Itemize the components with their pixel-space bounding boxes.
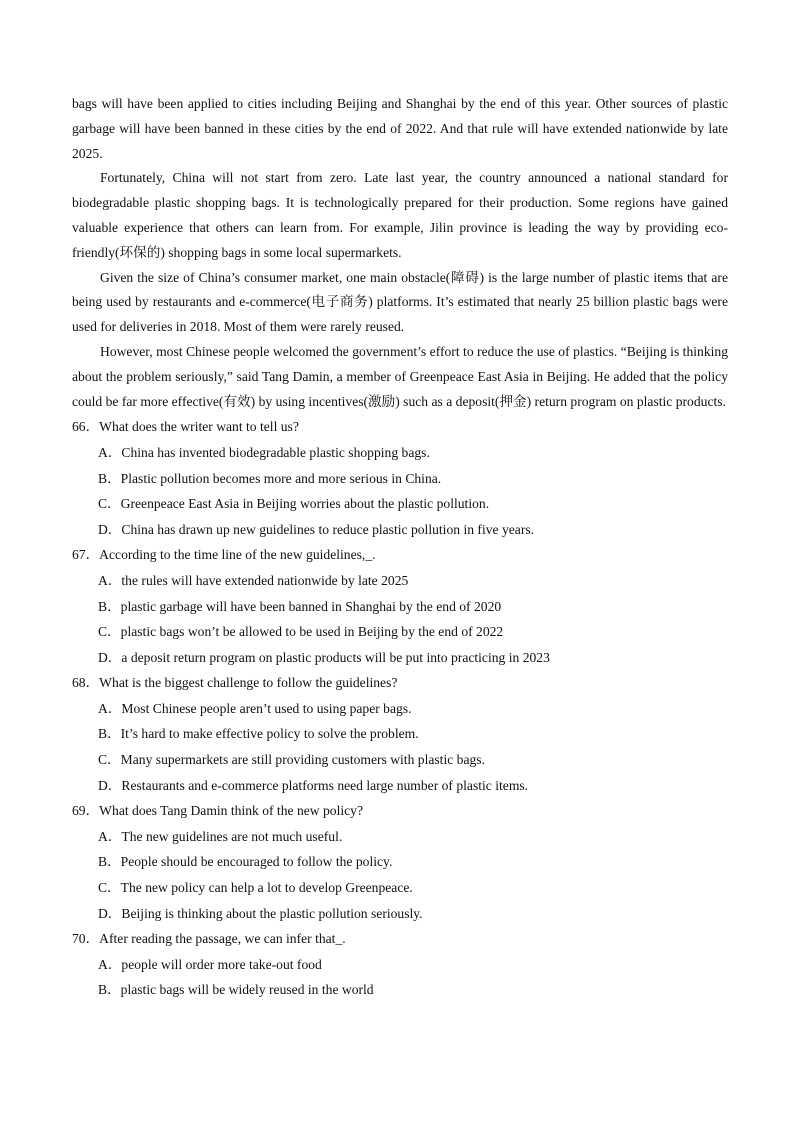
answer-option[interactable]: A．the rules will have extended nationwide by late 2025 [98,572,409,588]
passage-paragraph: However, most Chinese people welcomed the government’s effort to reduce the use of plastics. “Beijing is thinking about the problem seriously,” said Tang Damin, a member of Greenpeace East Asia in Beijing. He added that the policy could be far more effective(有效) by using incentives(激励) such as a deposit(押金) return program on plastic products. [72,343,728,409]
question-67 [72,542,728,670]
answer-option[interactable]: D．Restaurants and e-commerce platforms need large number of plastic items. [98,777,529,793]
question-68 [72,670,728,798]
question-stem: 66．What does the writer want to tell us? [72,419,299,435]
answer-option[interactable]: A．China has invented biodegradable plastic shopping bags. [98,444,430,460]
passage-paragraph: bags will have been applied to cities including Beijing and Shanghai by the end of this year. Other sources of plastic garbage will have been banned in these cities by the end of 2022. And that rule will have extended nationwide by late 2025. [72,96,728,161]
question-stem: 68．What is the biggest challenge to follow the guidelines? [72,675,398,691]
answer-option[interactable]: C．plastic bags won’t be allowed to be used in Beijing by the end of 2022 [98,624,504,640]
question-stem: 69．What does Tang Damin think of the new policy? [72,803,363,819]
answer-option[interactable]: B．People should be encouraged to follow the policy. [98,854,393,870]
question-69 [72,798,728,926]
answer-option[interactable]: A．people will order more take-out food [98,956,322,972]
answer-option[interactable]: B．It’s hard to make effective policy to solve the problem. [98,726,419,742]
question-66 [72,414,728,542]
passage-paragraph: Fortunately, China will not start from zero. Late last year, the country announced a national standard for biodegradable plastic shopping bags. It is technologically prepared for their production. Some regions have gained valuable experience that others can learn from. For example, Jilin province is leading the way by providing eco-friendly(环保的) shopping bags in some local supermarkets. [72,170,728,260]
answer-option[interactable]: C．The new policy can help a lot to develop Greenpeace. [98,880,413,896]
answer-option[interactable]: B．plastic garbage will have been banned in Shanghai by the end of 2020 [98,598,502,614]
answer-option[interactable]: D．Beijing is thinking about the plastic pollution seriously. [98,905,423,921]
answer-option[interactable]: C．Many supermarkets are still providing customers with plastic bags. [98,752,485,768]
passage-paragraph: Given the size of China’s consumer market, one main obstacle(障碍) is the large number of plastic items that are being used by restaurants and e-commerce(电子商务) platforms. It’s estimated that nearly 25 billion plastic bags were used for deliveries in 2018. Most of them were rarely reused. [72,269,728,335]
answer-option[interactable]: C．Greenpeace East Asia in Beijing worries about the plastic pollution. [98,496,490,512]
answer-option[interactable]: D．a deposit return program on plastic products will be put into practicing in 2023 [98,649,550,665]
document-page [72,92,728,1003]
answer-option[interactable]: A．The new guidelines are not much useful. [98,828,343,844]
answer-option[interactable]: B．plastic bags will be widely reused in the world [98,982,374,998]
answer-option[interactable]: D．China has drawn up new guidelines to reduce plastic pollution in five years. [98,521,535,537]
answer-option[interactable]: A．Most Chinese people aren’t used to using paper bags. [98,700,412,716]
question-70 [72,926,728,1003]
answer-option[interactable]: B．Plastic pollution becomes more and more serious in China. [98,470,442,486]
question-stem: 67．According to the time line of the new guidelines,_. [72,547,376,563]
question-stem: 70．After reading the passage, we can infer that_. [72,931,346,947]
